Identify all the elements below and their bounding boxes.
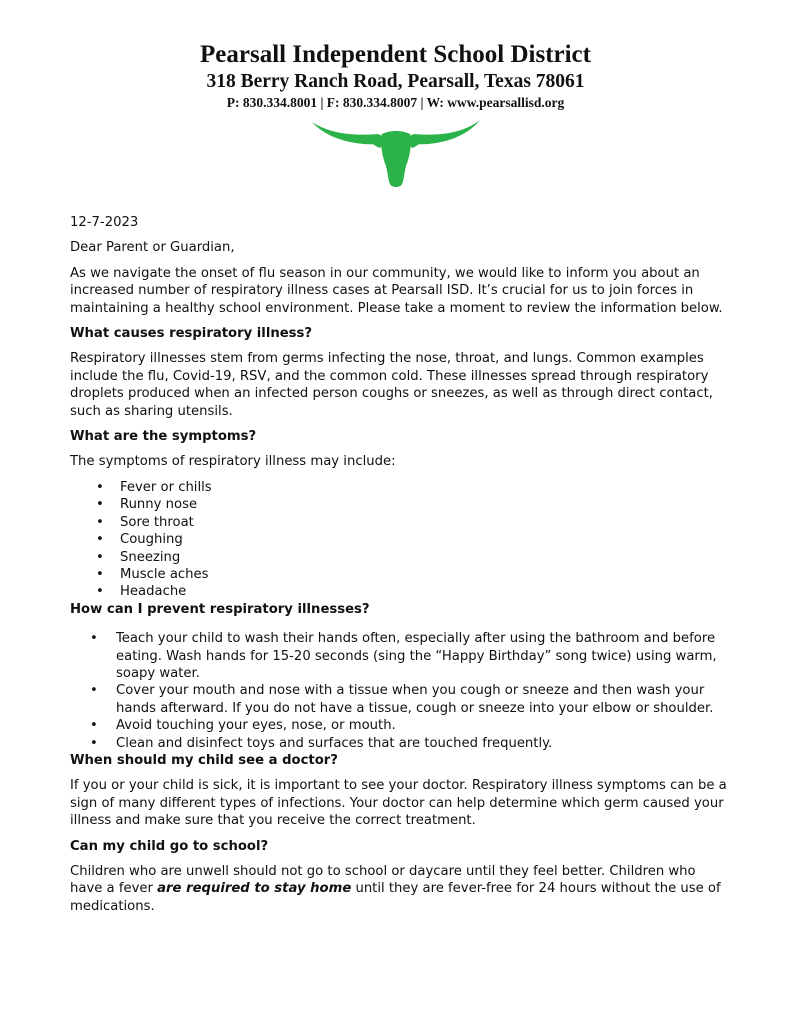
list-item: • Sneezing [70,549,730,566]
list-item: • Avoid touching your eyes, nose, or mouth. [70,717,730,734]
school-heading: Can my child go to school? [70,838,269,854]
school-emphasis: are required to stay home [157,881,352,897]
school-text-before: Children who are unwell should not go to school or daycare until they feel better. Children who have a fever [70,864,696,897]
district-name: Pearsall Independent School District [200,41,591,68]
list-item: • Muscle aches [70,566,730,583]
list-item: • Fever or chills [70,479,730,496]
list-item: • Teach your child to wash their hands often, especially after using the bathroom and before eating. Wash hands for 15-20 seconds (sing the “Happy Birthday” song twice) using warm, soapy water. [70,630,730,682]
letterhead [0,40,791,112]
list-item: • Headache [70,583,730,600]
symptoms-intro: The symptoms of respiratory illness may include: [70,454,396,470]
list-item: • Clean and disinfect toys and surfaces that are touched frequently. [70,735,730,752]
causes-heading: What causes respiratory illness? [70,326,313,342]
letter-body [70,214,730,923]
longhorn-logo-icon [310,118,482,190]
salutation: Dear Parent or Guardian, [70,240,235,256]
symptoms-list [70,479,730,601]
school-paragraph [70,863,730,915]
prevent-heading: How can I prevent respiratory illnesses? [70,601,370,617]
prevent-list [70,630,730,752]
doctor-paragraph: If you or your child is sick, it is important to see your doctor. Respiratory illness symptoms can be a sign of many different types of infections. Your doctor can help determine which germ caused your illness and make sure that you receive the correct treatment. [70,778,727,829]
list-item: • Coughing [70,531,730,548]
school-text-after: until they are fever-free for 24 hours without the use of medications. [70,881,721,914]
causes-paragraph: Respiratory illnesses stem from germs infecting the nose, throat, and lungs. Common examples include the flu, Covid-19, RSV, and the common cold. These illnesses spread through respiratory droplets produced when an infected person coughs or sneezes, as well as through direct contact, such as sharing utensils. [70,351,713,419]
doctor-heading: When should my child see a doctor? [70,752,338,768]
district-address: 318 Berry Ranch Road, Pearsall, Texas 78061 [206,71,585,92]
district-contact: P: 830.334.8001 | F: 830.334.8007 | W: www.pearsallisd.org [226,95,565,110]
list-item: • Cover your mouth and nose with a tissue when you cough or sneeze and then wash your hands afterward. If you do not have a tissue, cough or sneeze into your elbow or shoulder. [70,682,730,717]
list-item: • Runny nose [70,496,730,513]
symptoms-heading: What are the symptoms? [70,429,257,445]
letter-date: 12-7-2023 [70,215,139,230]
list-item: • Sore throat [70,514,730,531]
intro-paragraph: As we navigate the onset of flu season in our community, we would like to inform you about an increased number of respiratory illness cases at Pearsall ISD. It’s crucial for us to join forces in maintaining a healthy school environment. Please take a moment to review the information below. [70,265,723,316]
